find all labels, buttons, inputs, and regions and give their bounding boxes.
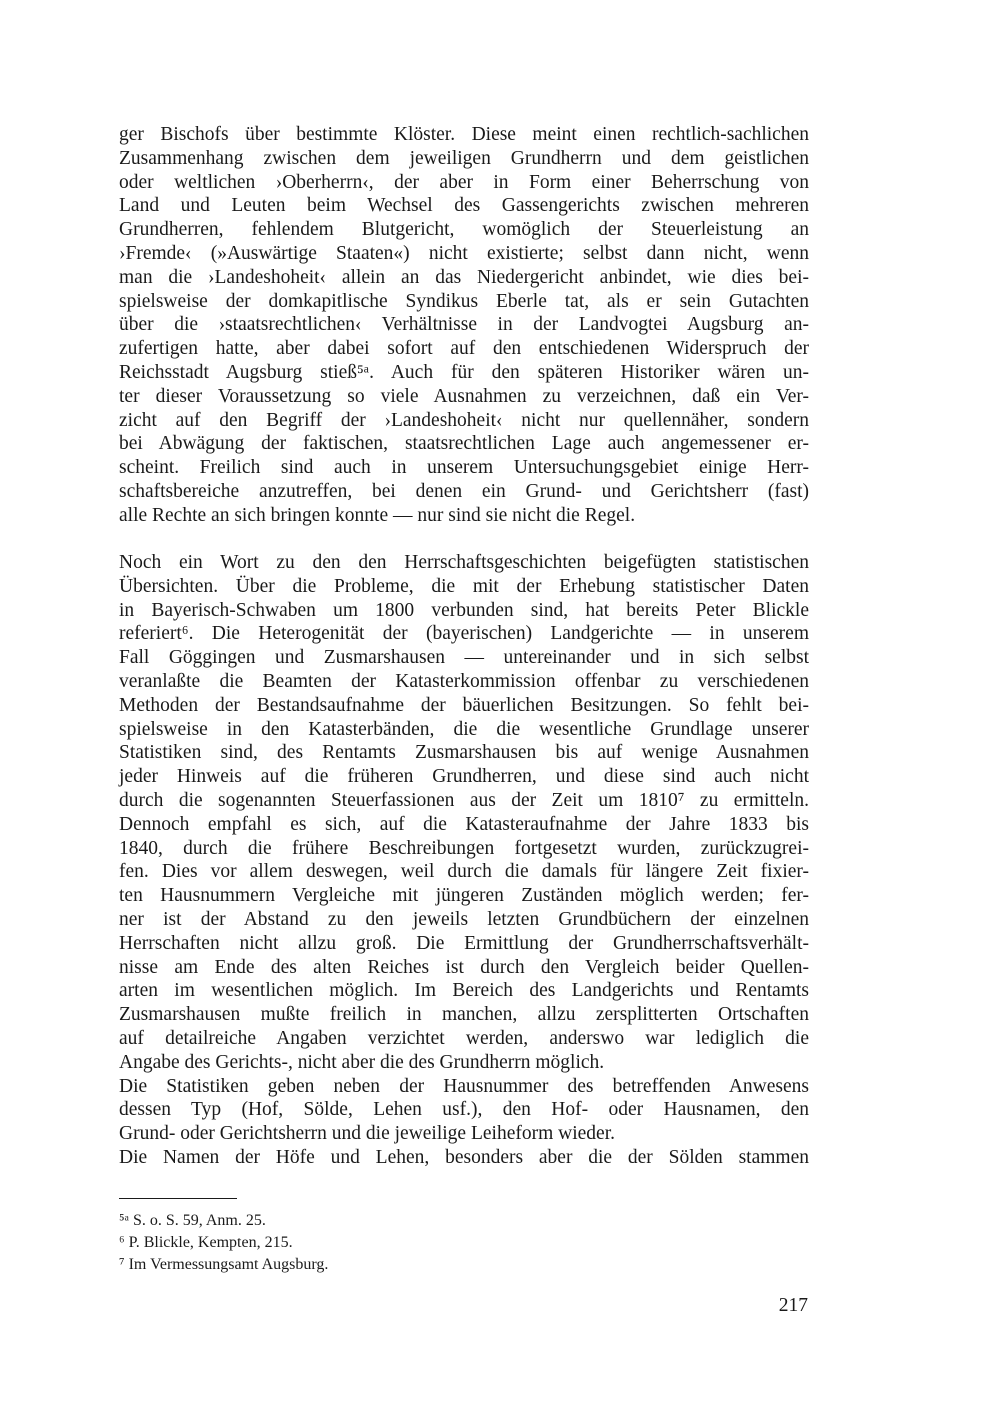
footnote-5a: ⁵ᵃ S. o. S. 59, Anm. 25. — [119, 1212, 266, 1229]
text-line: bei Abwägung der faktischen, staatsrechtlichen Lage auch angemessener er- — [119, 433, 809, 455]
footnote-7: ⁷ Im Vermessungsamt Augsburg. — [119, 1256, 329, 1273]
text-line: ner ist der Abstand zu den jeweils letzten Grundbüchern der einzelnen — [119, 908, 809, 930]
text-line: über die ›staatsrechtlichen‹ Verhältnisse in der Landvogtei Augsburg an- — [119, 314, 809, 336]
text-line: Dennoch empfahl es sich, auf die Katasteraufnahme der Jahre 1833 bis — [119, 813, 809, 835]
text-line: Methoden der Bestandsaufnahme der bäuerlichen Besitzungen. So fehlt bei- — [119, 694, 809, 716]
footnote-divider — [119, 1198, 237, 1199]
text-line: ten Hausnummern Vergleiche mit jüngeren Zuständen möglich werden; fer- — [119, 885, 809, 907]
paragraph-2 — [119, 551, 809, 1170]
text-line: Grundherren, fehlendem Blutgericht, womöglich der Steuerleistung an — [119, 219, 809, 241]
text-line: Noch ein Wort zu den den Herrschaftsgeschichten beigefügten statistischen — [119, 552, 809, 573]
text-line: auf detailreiche Angaben verzichtet werden, anderswo war lediglich die — [119, 1027, 809, 1049]
text-line: Die Statistiken geben neben der Hausnummer des betreffenden Anwesens — [119, 1075, 809, 1097]
text-line: arten im wesentlichen möglich. Im Bereich des Landgerichts und Rentamts — [119, 980, 809, 1002]
footnote-6: ⁶ P. Blickle, Kempten, 215. — [119, 1234, 293, 1251]
text-line: referiert⁶. Die Heterogenität der (bayerischen) Landgerichte — in unserem — [119, 623, 809, 645]
text-line: Zusmarshausen mußte freilich in manchen, allzu zersplitterten Ortschaften — [119, 1004, 809, 1026]
text-line: 1840, durch die frühere Beschreibungen fortgesetzt wurden, zurückzugrei- — [119, 837, 809, 859]
text-line: zufertigen hatte, aber dabei sofort auf den entschiedenen Widerspruch der — [119, 338, 809, 360]
text-line: scheint. Freilich sind auch in unserem Untersuchungsgebiet einige Herr- — [119, 457, 809, 479]
text-line: Angabe des Gerichts-, nicht aber die des Grundherrn möglich. — [119, 1051, 605, 1073]
text-line: alle Rechte an sich bringen konnte — nur sind sie nicht die Regel. — [119, 504, 636, 526]
text-line: Reichsstadt Augsburg stieß⁵ᵃ. Auch für den späteren Historiker wären un- — [119, 361, 809, 383]
text-line: Fall Göggingen und Zusmarshausen — untereinander und in sich selbst — [119, 647, 809, 669]
text-line: spielsweise in den Katasterbänden, die die wesentliche Grundlage unserer — [119, 718, 809, 740]
text-line: veranlaßte die Beamten der Katasterkommission offenbar zu verschiedenen — [119, 670, 809, 692]
text-line: Herrschaften nicht allzu groß. Die Ermittlung der Grundherrschaftsverhält- — [119, 932, 809, 954]
text-line: oder weltlichen ›Oberherrn‹, der aber in Form einer Beherrschung von — [119, 171, 809, 193]
paragraph-1 — [119, 123, 809, 528]
text-line: dessen Typ (Hof, Sölde, Lehen usf.), den Hof- oder Hausnamen, den — [119, 1099, 809, 1121]
text-line: jeder Hinweis auf die früheren Grundherren, und diese sind auch nicht — [119, 766, 809, 788]
text-line: ger Bischofs über bestimmte Klöster. Diese meint einen rechtlich-sachlichen — [119, 124, 809, 145]
page-number: 217 — [778, 1295, 808, 1316]
text-line: Die Namen der Höfe und Lehen, besonders aber die der Sölden stammen — [119, 1146, 809, 1168]
text-line: in Bayerisch-Schwaben um 1800 verbunden sind, hat bereits Peter Blickle — [119, 599, 809, 621]
text-line: man die ›Landeshoheit‹ allein an das Niedergericht anbindet, wie dies bei- — [119, 266, 809, 288]
text-line: durch die sogenannten Steuerfassionen aus der Zeit um 1810⁷ zu ermitteln. — [119, 789, 809, 811]
text-line: spielsweise der domkapitlische Syndikus Eberle tat, als er sein Gutachten — [119, 290, 809, 312]
text-line: Übersichten. Über die Probleme, die mit der Erhebung statistischer Daten — [119, 575, 809, 597]
text-line: schaftsbereiche anzutreffen, bei denen ein Grund- und Gerichtsherr (fast) — [119, 480, 809, 502]
text-line: ter dieser Voraussetzung so viele Ausnahmen zu verzeichnen, daß ein Ver- — [119, 385, 809, 407]
text-line: ›Fremde‹ (»Auswärtige Staaten«) nicht existierte; selbst dann nicht, wenn — [119, 242, 809, 264]
text-line: zicht auf den Begriff der ›Landeshoheit‹ nicht nur quellennäher, sondern — [119, 409, 809, 431]
text-line: Land und Leuten beim Wechsel des Gassengerichts zwischen mehreren — [119, 195, 809, 217]
text-line: Statistiken sind, des Rentamts Zusmarshausen bis auf wenige Ausnahmen — [119, 742, 809, 764]
text-line: nisse am Ende des alten Reiches ist durch den Vergleich beider Quellen- — [119, 956, 809, 978]
text-line: Zusammenhang zwischen dem jeweiligen Grundherrn und dem geistlichen — [119, 147, 809, 169]
text-line: Grund- oder Gerichtsherrn und die jeweilige Leiheform wieder. — [119, 1123, 615, 1145]
text-line: fen. Dies vor allem deswegen, weil durch die damals für längere Zeit fixier- — [119, 861, 809, 883]
